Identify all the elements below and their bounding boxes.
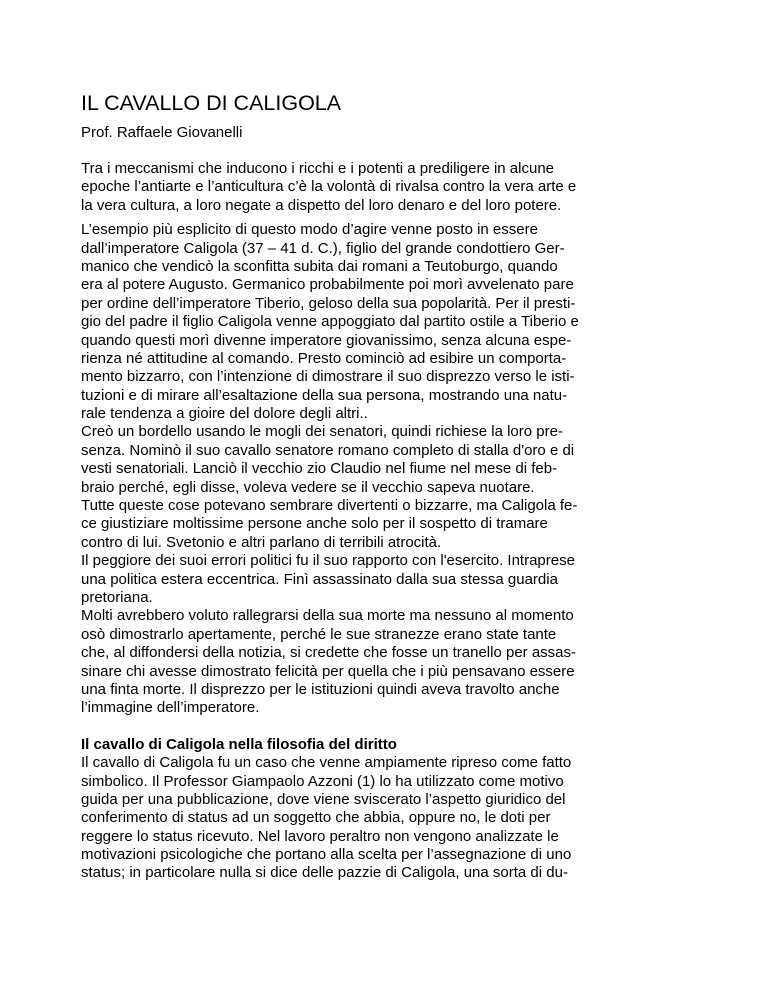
text-line: rale tendenza a gioire del dolore degli altri.. [81, 405, 368, 423]
text-line: pretoriana. [81, 588, 153, 606]
text-line: conferimento di status ad un soggetto che abbia, oppure no, le doti per [81, 809, 551, 827]
text-line: la vera cultura, a loro negate a dispetto del loro denaro e del loro potere. [81, 196, 562, 214]
text-line: quando questi morì divenne imperatore giovanissimo, senza alcuna espe- [81, 331, 572, 349]
text-line: tuzioni e di mirare all’esaltazione della sua persona, mostrando una natu- [81, 386, 568, 404]
document-title: IL CAVALLO DI CALIGOLA [81, 91, 342, 115]
text-line: reggere lo status ricevuto. Nel lavoro peraltro non vengono analizzate le [81, 827, 559, 845]
text-line: dall’imperatore Caligola (37 – 41 d. C.), figlio del grande condottiero Ger- [81, 239, 565, 257]
text-line: vesti senatoriali. Lanciò il vecchio zio Claudio nel fiume nel mese di feb- [81, 460, 558, 478]
text-line: Creò un bordello usando le mogli dei senatori, quindi richiese la loro pre- [81, 423, 563, 441]
text-line: una politica estera eccentrica. Finì assassinato dalla sua stessa guardia [81, 570, 558, 588]
text-line: status; in particolare nulla si dice delle pazzie di Caligola, una sorta di du- [81, 864, 568, 882]
paragraph-philosophy [81, 754, 687, 883]
text-line: rienza né attitudine al comando. Presto cominciò ad esibire un comporta- [81, 349, 567, 367]
text-line: Tra i meccanismi che inducono i ricchi e i potenti a prediligere in alcune [81, 160, 555, 177]
text-line: braio perché, egli disse, voleva vedere se il vecchio sapeva nuotare. [81, 478, 535, 496]
text-line: senza. Nominò il suo cavallo senatore romano completo di stalla d'oro e di [81, 441, 575, 459]
text-line: Tutte queste cose potevano sembrare divertenti o bizzarre, ma Caligola fe- [81, 497, 578, 515]
document-body [81, 160, 687, 883]
text-line: Il peggiore dei suoi errori politici fu il suo rapporto con l'esercito. Intraprese [81, 552, 575, 570]
text-line: osò dimostrarlo apertamente, perché le sue stranezze erano state tante [81, 625, 557, 643]
text-line: contro di lui. Svetonio e altri parlano di terribili atrocità. [81, 533, 442, 551]
text-line: L’esempio più esplicito di questo modo d’agire venne posto in essere [81, 221, 538, 239]
text-line: epoche l’antiarte e l’anticultura c’è la volontà di rivalsa contro la vera arte e [81, 178, 577, 196]
section-heading: Il cavallo di Caligola nella filosofia del diritto [81, 735, 397, 753]
paragraph-intro [81, 160, 687, 215]
text-line: che, al diffondersi della notizia, si credette che fosse un tranello per assas- [81, 644, 576, 662]
paragraph-caligola-history [81, 221, 687, 718]
author-line: Prof. Raffaele Giovanelli [81, 124, 243, 141]
text-line: una finta morte. Il disprezzo per le istituzioni quindi aveva travolto anche [81, 680, 560, 698]
text-line: ce giustiziare moltissime persone anche solo per il sospetto di tramare [81, 515, 548, 533]
text-line: per ordine dell’imperatore Tiberio, geloso della sua popolarità. Per il presti- [81, 294, 576, 312]
text-line: Il cavallo di Caligola fu un caso che venne ampiamente ripreso come fatto [81, 754, 572, 772]
text-line: era al potere Augusto. Germanico probabilmente poi morì avvelenato pare [81, 276, 574, 294]
text-line: manico che vendicò la sconfitta subita dai romani a Teutoburgo, quando [81, 257, 558, 275]
text-line: Molti avrebbero voluto rallegrarsi della sua morte ma nessuno al momento [81, 607, 574, 625]
text-line: l’immagine dell’imperatore. [81, 699, 260, 717]
text-line: motivazioni psicologiche che portano alla scelta per l’assegnazione di uno [81, 846, 572, 864]
text-line: sinare chi avesse dimostrato felicità per quella che i più pensavano essere [81, 662, 575, 680]
text-line: mento bizzarro, con l’intenzione di dimostrare il suo disprezzo verso le isti- [81, 368, 575, 386]
text-line: simbolico. Il Professor Giampaolo Azzoni (1) lo ha utilizzato come motivo [81, 772, 564, 790]
text-line: gio del padre il figlio Caligola venne appoggiato dal partito ostile a Tiberio e [81, 313, 579, 331]
text-line: guida per una pubblicazione, dove viene sviscerato l’aspetto giuridico del [81, 790, 566, 808]
